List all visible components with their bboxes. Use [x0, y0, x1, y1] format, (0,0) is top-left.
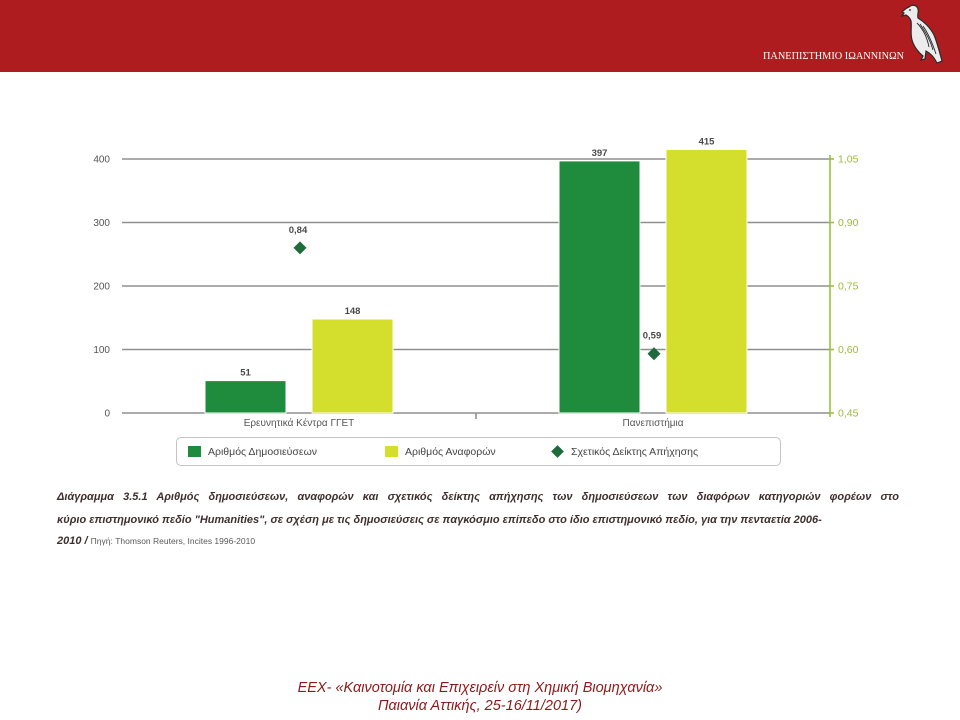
chart-legend — [176, 437, 781, 466]
legend-label-citations: Αριθμός Αναφορών — [405, 445, 496, 458]
legend-label-impact-index: Σχετικός Δείκτης Απήχησης — [571, 445, 699, 458]
secondary-y-axis-tick-label: 0,90 — [838, 217, 859, 229]
caption-line-2: κύριο επιστημονικό πεδίο "Humanities", σε σχέση με τις δημοσιεύσεις σε παγκόσμιο επίπεδο στο ίδιο επιστημονικό πεδίο, για την πενταετία 2006- — [57, 514, 822, 526]
header-band — [0, 0, 960, 72]
bar-value-label: 415 — [698, 136, 715, 148]
caption-line-1 — [57, 490, 899, 504]
bar-series-1-category-1 — [666, 149, 747, 413]
legend-item-impact-index — [551, 438, 698, 465]
impact-index-value-label: 0,59 — [642, 330, 662, 342]
publications-citations-chart — [60, 120, 900, 435]
legend-item-citations — [385, 438, 496, 465]
impact-index-value-label: 0,84 — [288, 224, 308, 236]
bar-series-0-category-1 — [559, 161, 640, 413]
y-axis-tick-label: 200 — [93, 281, 110, 293]
eagle-emblem-icon — [899, 3, 943, 65]
secondary-y-axis-tick-label: 1,05 — [838, 153, 859, 166]
bar-value-label: 148 — [344, 306, 361, 318]
x-axis-category-label: Πανεπιστήμια — [622, 418, 684, 429]
x-axis-category-label: Ερευνητικά Κέντρα ΓΓΕΤ — [243, 418, 355, 429]
secondary-y-axis-tick-label: 0,60 — [838, 344, 859, 356]
y-axis-tick-label: 400 — [93, 154, 110, 166]
secondary-y-axis-tick-label: 0,75 — [838, 280, 859, 293]
bar-value-label: 51 — [240, 367, 251, 379]
secondary-y-axis-tick-label: 0,45 — [838, 407, 859, 420]
caption-label: Διάγραμμα 3.5.1 — [57, 491, 148, 503]
bar-series-1-category-0 — [312, 319, 393, 413]
impact-index-diamond-marker — [294, 241, 307, 254]
caption-text-3: 2010 / — [57, 535, 88, 547]
legend-label-publications: Αριθμός Δημοσιεύσεων — [208, 445, 318, 458]
bar-series-0-category-0 — [205, 381, 286, 413]
legend-swatch-citations — [385, 446, 398, 457]
legend-swatch-publications — [188, 446, 201, 457]
y-axis-tick-label: 0 — [104, 408, 110, 420]
y-axis-tick-label: 300 — [93, 218, 110, 229]
caption-text-1: Αριθμός δημοσιεύσεων, αναφορών και σχετικός δείκτης απήχησης των δημοσιεύσεων των διαφόρων κατηγοριών φορέων στο — [156, 491, 899, 503]
university-name: ΠΑΝΕΠΙΣΤΗΜΙΟ ΙΩΑΝΝΙΝΩΝ — [763, 51, 905, 62]
caption-source: Πηγή: Thomson Reuters, Incites 1996-2010 — [90, 536, 256, 546]
y-axis-tick-label: 100 — [93, 345, 110, 356]
footer-event-title: ΕΕΧ- «Καινοτομία και Επιχειρείν στη Χημική Βιομηχανία» — [297, 680, 663, 696]
legend-diamond-marker — [551, 445, 564, 458]
caption-line-3 — [57, 534, 255, 548]
legend-item-publications — [188, 438, 317, 465]
footer-event-location-date: Παιανία Αττικής, 25-16/11/2017) — [378, 698, 582, 714]
bar-value-label: 397 — [591, 147, 608, 159]
